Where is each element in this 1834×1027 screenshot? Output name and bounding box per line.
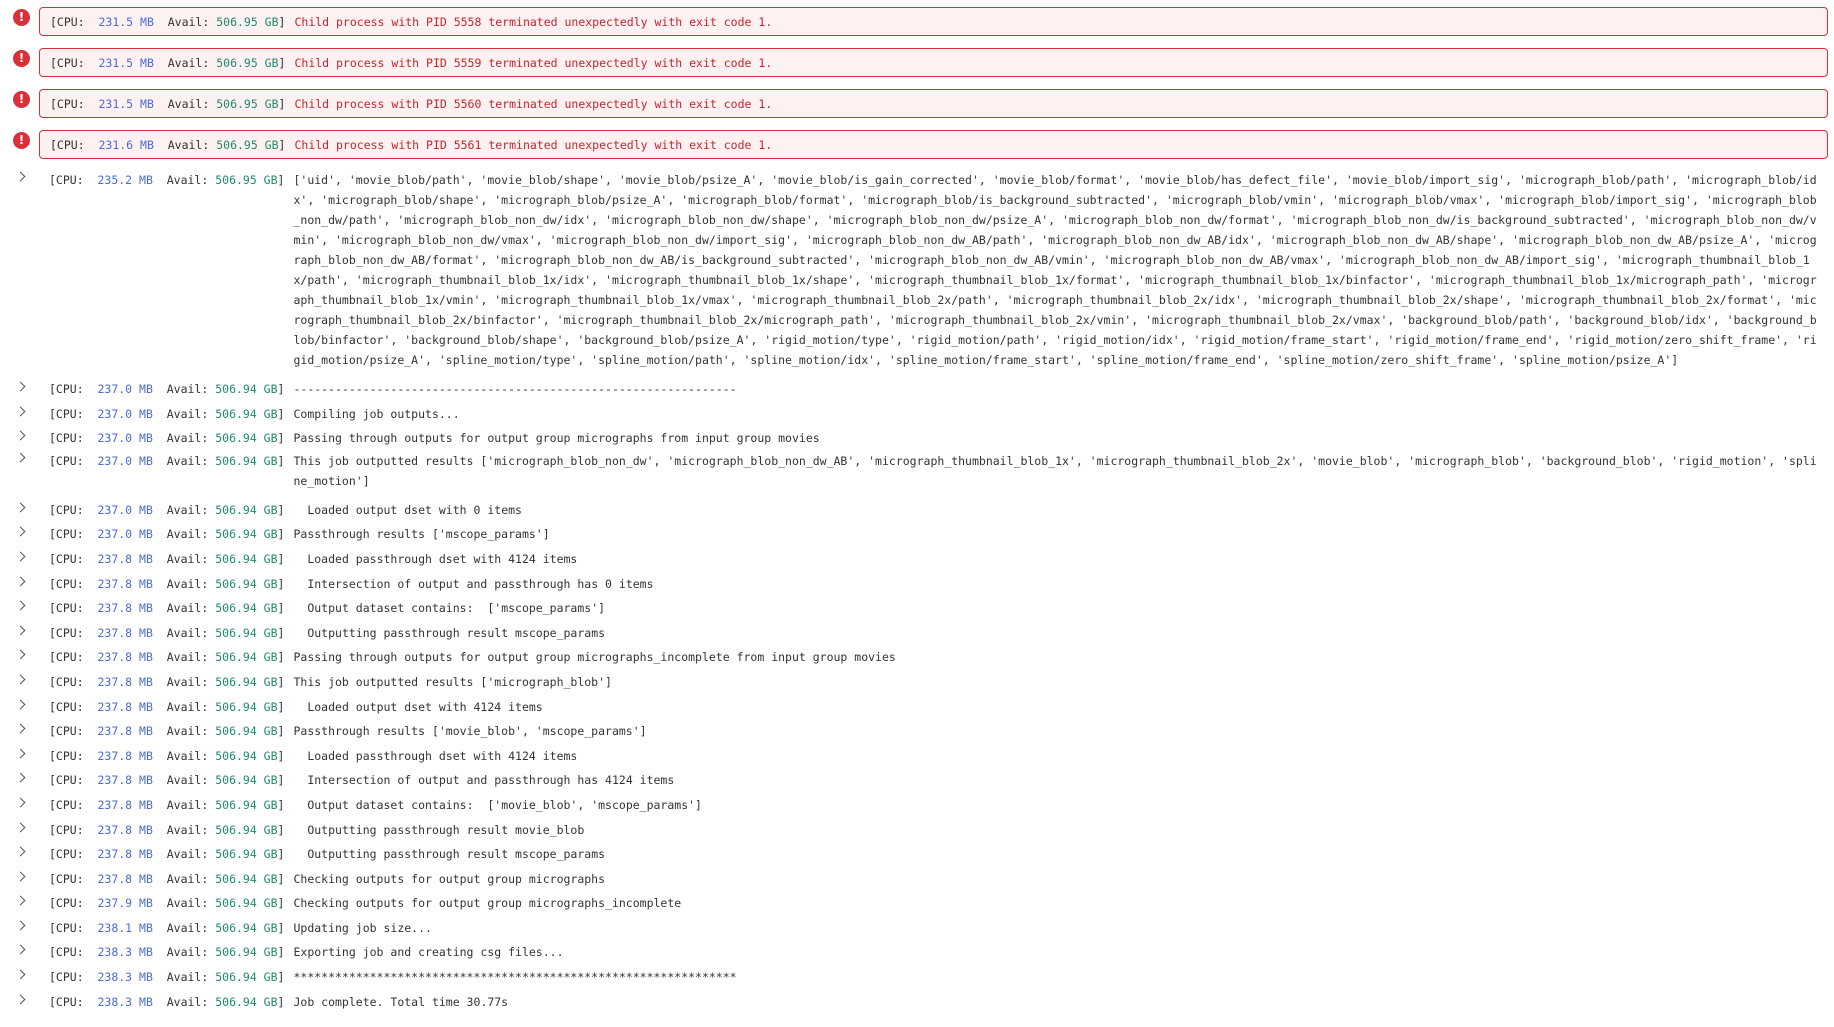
close-bracket: ] xyxy=(277,576,285,591)
log-message: Checking outputs for output group micrographs_incomplete xyxy=(293,896,682,911)
error-message: Child process with PID 5560 terminated unexpectedly with exit code 1. xyxy=(294,96,773,111)
avail-label: Avail: xyxy=(166,871,209,886)
close-bracket: ] xyxy=(277,896,285,911)
close-bracket: ] xyxy=(278,55,286,70)
avail-value: 506.94 GB xyxy=(215,601,278,616)
log-prefix xyxy=(50,15,285,29)
close-bracket: ] xyxy=(277,382,285,396)
avail-value: 506.95 GB xyxy=(216,137,279,152)
cpu-label: [CPU: xyxy=(49,797,84,812)
log-message: Passing through outputs for output group micrographs_incomplete from input group movies xyxy=(293,650,896,665)
error-message-box xyxy=(39,130,1828,159)
avail-value: 506.94 GB xyxy=(215,625,278,640)
log-entry[interactable] xyxy=(0,170,1834,377)
log-prefix xyxy=(49,645,284,670)
close-bracket: ] xyxy=(277,994,285,1009)
log-message: Outputting passthrough result movie_blob xyxy=(293,822,585,837)
close-bracket: ] xyxy=(277,453,285,468)
log-entry[interactable] xyxy=(0,768,1834,793)
close-bracket: ] xyxy=(277,431,285,446)
error-message-box xyxy=(39,7,1828,36)
error-entry xyxy=(0,47,1834,88)
avail-value: 506.94 GB xyxy=(215,773,278,788)
avail-label: Avail: xyxy=(166,847,209,862)
avail-label: Avail: xyxy=(167,55,210,70)
cpu-label: [CPU: xyxy=(49,601,84,616)
log-prefix xyxy=(49,498,284,523)
cpu-label: [CPU: xyxy=(49,527,84,542)
avail-label: Avail: xyxy=(166,625,209,640)
avail-label: Avail: xyxy=(166,822,209,837)
chevron-right-icon[interactable] xyxy=(16,552,26,562)
close-bracket: ] xyxy=(277,502,285,517)
log-message: This job outputted results ['micrograph_blob'] xyxy=(293,674,612,689)
cpu-label: [CPU: xyxy=(49,847,84,862)
cpu-value: 237.8 MB xyxy=(97,601,153,616)
chevron-right-icon[interactable] xyxy=(16,920,26,930)
chevron-right-icon[interactable] xyxy=(16,527,26,537)
cpu-value: 237.8 MB xyxy=(97,674,153,689)
log-message: Loaded output dset with 4124 items xyxy=(293,699,543,714)
error-list xyxy=(0,6,1834,170)
close-bracket: ] xyxy=(277,551,285,566)
close-bracket: ] xyxy=(277,699,285,714)
log-message: Passing through outputs for output group micrographs from input group movies xyxy=(293,431,820,446)
avail-value: 506.94 GB xyxy=(215,382,278,396)
avail-value: 506.94 GB xyxy=(215,896,278,911)
log-prefix xyxy=(49,867,284,892)
cpu-value: 238.3 MB xyxy=(97,945,153,960)
avail-label: Avail: xyxy=(166,920,209,935)
cpu-value: 231.5 MB xyxy=(98,96,154,111)
cpu-label: [CPU: xyxy=(49,674,84,689)
chevron-right-icon[interactable] xyxy=(16,382,26,392)
cpu-value: 235.2 MB xyxy=(97,173,153,187)
log-message: Intersection of output and passthrough has 4124 items xyxy=(293,773,675,788)
log-entry[interactable] xyxy=(0,377,1834,402)
chevron-right-icon[interactable] xyxy=(16,650,26,660)
log-message: Output dataset contains: ['mscope_params'] xyxy=(293,601,606,616)
log-entry[interactable] xyxy=(0,891,1834,916)
log-prefix xyxy=(49,744,284,769)
log-message: Loaded passthrough dset with 4124 items xyxy=(293,748,578,763)
cpu-label: [CPU: xyxy=(50,137,85,152)
avail-value: 506.94 GB xyxy=(215,453,278,468)
log-message: Intersection of output and passthrough has 0 items xyxy=(293,576,654,591)
log-prefix xyxy=(50,138,285,152)
avail-value: 506.94 GB xyxy=(215,994,278,1009)
chevron-right-icon[interactable] xyxy=(16,945,26,955)
cpu-label: [CPU: xyxy=(49,920,84,935)
log-prefix xyxy=(49,793,284,818)
cpu-label: [CPU: xyxy=(49,453,84,468)
exclamation-circle-icon: ! xyxy=(13,9,30,26)
log-message: Outputting passthrough result mscope_params xyxy=(293,625,606,640)
close-bracket: ] xyxy=(278,14,286,29)
cpu-label: [CPU: xyxy=(49,994,84,1009)
cpu-label: [CPU: xyxy=(49,871,84,886)
close-bracket: ] xyxy=(277,527,285,542)
avail-value: 506.94 GB xyxy=(215,527,278,542)
log-prefix xyxy=(49,522,284,547)
avail-label: Avail: xyxy=(166,502,209,517)
cpu-label: [CPU: xyxy=(50,55,85,70)
cpu-label: [CPU: xyxy=(49,502,84,517)
cpu-label: [CPU: xyxy=(49,724,84,739)
error-message-box xyxy=(39,48,1828,77)
close-bracket: ] xyxy=(277,945,285,960)
chevron-right-icon[interactable] xyxy=(16,748,26,758)
log-entry[interactable] xyxy=(0,402,1834,427)
cpu-value: 237.8 MB xyxy=(97,822,153,837)
avail-label: Avail: xyxy=(167,14,210,29)
log-message: ['uid', 'movie_blob/path', 'movie_blob/shape', 'movie_blob/psize_A', 'movie_blob/is_gain_corrected', 'movie_blob/format', 'movie_blob/has_defect_file', 'movie_blob/import_sig', 'micrograph_blob/path', 'micrograph_blob/idx', 'micrograph_blob/shape', 'micrograph_blob/psize_A', 'micrograph_blob/format', 'micrograph_blob/is_background_subtracted', 'micrograph_blob/vmin', 'micrograph_blob/vmax', 'micrograph_blob/import_sig', 'micrograph_blob_non_dw/path', 'micrograph_blob_non_dw/idx', 'micrograph_blob_non_dw/shape', 'micrograph_blob_non_dw/psize_A', 'micrograph_blob_non_dw/format', 'micrograph_blob_non_dw/is_background_subtracted', 'micrograph_blob_non_dw/vmin', 'micrograph_blob_non_dw/vmax', 'micrograph_blob_non_dw/import_sig', 'micrograph_blob_non_dw_AB/path', 'micrograph_blob_non_dw_AB/idx', 'micrograph_blob_non_dw_AB/shape', 'micrograph_blob_non_dw_AB/psize_A', 'micrograph_blob_non_dw_AB/format', 'micrograph_blob_non_dw_AB/is_background_subtracted', 'micrograph_blob_non_dw_AB/vmin', 'micrograph_blob_non_dw_AB/vmax', 'micrograph_blob_non_dw_AB/import_sig', 'micrograph_thumbnail_blob_1x/path', 'micrograph_thumbnail_blob_1x/idx', 'micrograph_thumbnail_blob_1x/shape', 'micrograph_thumbnail_blob_1x/format', 'micrograph_thumbnail_blob_1x/binfactor', 'micrograph_thumbnail_blob_1x/micrograph_path', 'micrograph_thumbnail_blob_1x/vmin', 'micrograph_thumbnail_blob_1x/vmax', 'micrograph_thumbnail_blob_2x/path', 'micrograph_thumbnail_blob_2x/idx', 'micrograph_thumbnail_blob_2x/shape', 'micrograph_thumbnail_blob_2x/format', 'micrograph_thumbnail_blob_2x/binfactor', 'micrograph_thumbnail_blob_2x/micrograph_path', 'micrograph_thumbnail_blob_2x/vmin', 'micrograph_thumbnail_blob_2x/vmax', 'background_blob/path', 'background_blob/idx', 'background_blob/binfactor', 'background_blob/shape', 'background_blob/psize_A', 'rigid_motion/type', 'rigid_motion/path', 'rigid_motion/idx', 'rigid_motion/frame_start', 'rigid_motion/frame_end', 'rigid_motion/zero_shift_frame', 'rigid_motion/psize_A', 'spline_motion/type', 'spline_motion/path', 'spline_motion/idx', 'spline_motion/frame_start', 'spline_motion/frame_end', 'spline_motion/zero_shift_frame', 'spline_motion/psize_A'] xyxy=(293,173,1817,367)
cpu-value: 238.3 MB xyxy=(97,970,153,985)
close-bracket: ] xyxy=(277,650,285,665)
log-entry[interactable] xyxy=(0,621,1834,646)
exclamation-circle-icon: ! xyxy=(13,91,30,108)
cpu-value: 238.3 MB xyxy=(97,994,153,1009)
log-prefix xyxy=(49,940,284,965)
chevron-right-icon[interactable] xyxy=(16,406,26,416)
chevron-right-icon[interactable] xyxy=(16,576,26,586)
avail-value: 506.94 GB xyxy=(215,847,278,862)
avail-value: 506.95 GB xyxy=(216,14,279,29)
cpu-value: 237.9 MB xyxy=(97,896,153,911)
avail-value: 506.94 GB xyxy=(215,970,278,985)
log-entry[interactable] xyxy=(0,498,1834,523)
avail-value: 506.94 GB xyxy=(215,431,278,446)
log-entry[interactable] xyxy=(0,522,1834,547)
chevron-right-icon[interactable] xyxy=(16,502,26,512)
cpu-value: 231.5 MB xyxy=(98,14,154,29)
close-bracket: ] xyxy=(277,625,285,640)
chevron-right-icon[interactable] xyxy=(16,822,26,832)
log-message: Compiling job outputs... xyxy=(293,406,460,421)
close-bracket: ] xyxy=(278,96,286,111)
cpu-value: 237.0 MB xyxy=(97,453,153,468)
log-prefix xyxy=(49,891,284,916)
cpu-label: [CPU: xyxy=(49,945,84,960)
cpu-label: [CPU: xyxy=(49,406,84,421)
chevron-right-icon[interactable] xyxy=(16,871,26,881)
cpu-value: 237.8 MB xyxy=(97,625,153,640)
log-prefix xyxy=(49,572,284,597)
log-entry[interactable] xyxy=(0,695,1834,720)
log-prefix xyxy=(49,547,284,572)
avail-value: 506.94 GB xyxy=(215,945,278,960)
avail-value: 506.94 GB xyxy=(215,674,278,689)
avail-label: Avail: xyxy=(166,173,209,187)
log-message: **************************************************************** xyxy=(293,970,737,985)
log-entry-list xyxy=(0,170,1834,1014)
close-bracket: ] xyxy=(277,847,285,862)
log-message: Output dataset contains: ['movie_blob', 'mscope_params'] xyxy=(293,797,702,812)
log-prefix xyxy=(49,695,284,720)
avail-value: 506.94 GB xyxy=(215,551,278,566)
log-prefix xyxy=(49,990,284,1015)
chevron-right-icon[interactable] xyxy=(16,625,26,635)
log-entry[interactable] xyxy=(0,426,1834,451)
avail-value: 506.94 GB xyxy=(215,502,278,517)
chevron-right-icon[interactable] xyxy=(16,172,26,182)
log-entry[interactable] xyxy=(0,940,1834,965)
cpu-label: [CPU: xyxy=(49,773,84,788)
log-message: Loaded passthrough dset with 4124 items xyxy=(293,551,578,566)
avail-label: Avail: xyxy=(166,406,209,421)
chevron-right-icon[interactable] xyxy=(16,994,26,1004)
log-entry[interactable] xyxy=(0,596,1834,621)
log-prefix xyxy=(49,842,284,867)
avail-value: 506.94 GB xyxy=(215,822,278,837)
avail-value: 506.95 GB xyxy=(215,173,278,187)
log-prefix xyxy=(49,621,284,646)
cpu-label: [CPU: xyxy=(49,822,84,837)
close-bracket: ] xyxy=(277,724,285,739)
log-prefix xyxy=(49,768,284,793)
chevron-right-icon[interactable] xyxy=(16,970,26,980)
log-message: Loaded output dset with 0 items xyxy=(293,502,522,517)
avail-label: Avail: xyxy=(166,699,209,714)
cpu-value: 231.6 MB xyxy=(98,137,154,152)
cpu-value: 237.8 MB xyxy=(97,797,153,812)
cpu-label: [CPU: xyxy=(49,896,84,911)
cpu-value: 237.8 MB xyxy=(97,699,153,714)
log-entry[interactable] xyxy=(0,719,1834,744)
avail-value: 506.94 GB xyxy=(215,920,278,935)
close-bracket: ] xyxy=(277,920,285,935)
avail-value: 506.95 GB xyxy=(216,96,279,111)
close-bracket: ] xyxy=(277,748,285,763)
log-prefix xyxy=(49,965,284,990)
chevron-right-icon[interactable] xyxy=(16,896,26,906)
log-message: Job complete. Total time 30.77s xyxy=(293,994,509,1009)
log-entry[interactable] xyxy=(0,744,1834,769)
exclamation-circle-icon: ! xyxy=(13,132,30,149)
cpu-label: [CPU: xyxy=(49,382,84,396)
log-entry[interactable] xyxy=(0,842,1834,867)
avail-value: 506.94 GB xyxy=(215,576,278,591)
avail-label: Avail: xyxy=(166,748,209,763)
log-entry[interactable] xyxy=(0,818,1834,843)
avail-label: Avail: xyxy=(166,576,209,591)
chevron-right-icon[interactable] xyxy=(16,431,26,441)
cpu-label: [CPU: xyxy=(49,970,84,985)
cpu-label: [CPU: xyxy=(50,14,85,29)
avail-label: Avail: xyxy=(166,601,209,616)
avail-value: 506.94 GB xyxy=(215,871,278,886)
avail-label: Avail: xyxy=(167,96,210,111)
log-prefix xyxy=(49,719,284,744)
log-entry[interactable] xyxy=(0,451,1834,498)
cpu-value: 237.8 MB xyxy=(97,748,153,763)
log-message: This job outputted results ['micrograph_blob_non_dw', 'micrograph_blob_non_dw_AB', 'micrograph_thumbnail_blob_1x', 'micrograph_thumbnail_blob_2x', 'movie_blob', 'micrograph_blob', 'background_blob', 'rigid_motion', 'spline_motion'] xyxy=(293,453,1817,488)
avail-label: Avail: xyxy=(166,994,209,1009)
cpu-label: [CPU: xyxy=(49,625,84,640)
avail-label: Avail: xyxy=(166,773,209,788)
cpu-value: 238.1 MB xyxy=(97,920,153,935)
error-entry xyxy=(0,129,1834,170)
job-log xyxy=(0,6,1834,1014)
log-entry[interactable] xyxy=(0,916,1834,941)
cpu-label: [CPU: xyxy=(49,431,84,446)
avail-label: Avail: xyxy=(166,797,209,812)
cpu-value: 237.8 MB xyxy=(97,650,153,665)
log-prefix xyxy=(49,402,284,427)
cpu-label: [CPU: xyxy=(49,650,84,665)
close-bracket: ] xyxy=(277,406,285,421)
log-prefix xyxy=(49,377,284,402)
log-prefix xyxy=(49,426,284,451)
close-bracket: ] xyxy=(277,822,285,837)
log-entry[interactable] xyxy=(0,793,1834,818)
avail-label: Avail: xyxy=(166,970,209,985)
cpu-value: 237.8 MB xyxy=(97,576,153,591)
log-prefix xyxy=(50,97,285,111)
avail-value: 506.94 GB xyxy=(215,724,278,739)
cpu-label: [CPU: xyxy=(49,173,84,187)
avail-label: Avail: xyxy=(166,945,209,960)
log-entry[interactable] xyxy=(0,670,1834,695)
log-entry[interactable] xyxy=(0,965,1834,990)
error-message: Child process with PID 5561 terminated unexpectedly with exit code 1. xyxy=(294,137,773,152)
log-prefix xyxy=(49,596,284,621)
log-prefix xyxy=(49,170,284,190)
avail-label: Avail: xyxy=(166,527,209,542)
chevron-right-icon[interactable] xyxy=(16,674,26,684)
exclamation-circle-icon: ! xyxy=(13,50,30,67)
cpu-value: 237.0 MB xyxy=(97,431,153,446)
log-message: Checking outputs for output group micrographs xyxy=(293,871,606,886)
log-entry[interactable] xyxy=(0,990,1834,1015)
close-bracket: ] xyxy=(277,871,285,886)
log-prefix xyxy=(49,451,284,471)
cpu-label: [CPU: xyxy=(49,551,84,566)
log-message: Passthrough results ['mscope_params'] xyxy=(293,527,550,542)
avail-label: Avail: xyxy=(167,137,210,152)
cpu-value: 237.8 MB xyxy=(97,773,153,788)
close-bracket: ] xyxy=(277,674,285,689)
avail-value: 506.94 GB xyxy=(215,650,278,665)
error-entry xyxy=(0,6,1834,47)
log-entry[interactable] xyxy=(0,645,1834,670)
close-bracket: ] xyxy=(277,970,285,985)
close-bracket: ] xyxy=(278,137,286,152)
avail-label: Avail: xyxy=(166,674,209,689)
avail-value: 506.94 GB xyxy=(215,748,278,763)
avail-value: 506.94 GB xyxy=(215,406,278,421)
cpu-label: [CPU: xyxy=(50,96,85,111)
avail-label: Avail: xyxy=(166,551,209,566)
log-entry[interactable] xyxy=(0,867,1834,892)
log-entry[interactable] xyxy=(0,547,1834,572)
error-message-box xyxy=(39,89,1828,118)
log-message: Updating job size... xyxy=(293,920,432,935)
cpu-value: 237.0 MB xyxy=(97,406,153,421)
error-message: Child process with PID 5559 terminated unexpectedly with exit code 1. xyxy=(294,55,773,70)
error-entry xyxy=(0,88,1834,129)
chevron-right-icon[interactable] xyxy=(16,699,26,709)
close-bracket: ] xyxy=(277,773,285,788)
cpu-value: 237.0 MB xyxy=(97,527,153,542)
log-message: Outputting passthrough result mscope_params xyxy=(293,847,606,862)
log-message: Passthrough results ['movie_blob', 'mscope_params'] xyxy=(293,724,647,739)
error-message: Child process with PID 5558 terminated unexpectedly with exit code 1. xyxy=(294,14,773,29)
log-message: Exporting job and creating csg files... xyxy=(293,945,564,960)
cpu-value: 237.8 MB xyxy=(97,551,153,566)
avail-value: 506.94 GB xyxy=(215,699,278,714)
chevron-right-icon[interactable] xyxy=(16,797,26,807)
close-bracket: ] xyxy=(277,173,285,187)
chevron-right-icon[interactable] xyxy=(16,773,26,783)
cpu-value: 237.0 MB xyxy=(97,382,153,396)
avail-label: Avail: xyxy=(166,896,209,911)
log-prefix xyxy=(49,818,284,843)
log-prefix xyxy=(49,916,284,941)
close-bracket: ] xyxy=(277,601,285,616)
log-prefix xyxy=(49,670,284,695)
cpu-label: [CPU: xyxy=(49,699,84,714)
close-bracket: ] xyxy=(277,797,285,812)
avail-label: Avail: xyxy=(166,453,209,468)
chevron-right-icon[interactable] xyxy=(16,724,26,734)
avail-value: 506.94 GB xyxy=(215,797,278,812)
avail-label: Avail: xyxy=(166,650,209,665)
avail-label: Avail: xyxy=(166,431,209,446)
avail-label: Avail: xyxy=(166,724,209,739)
cpu-value: 231.5 MB xyxy=(98,55,154,70)
avail-value: 506.95 GB xyxy=(216,55,279,70)
log-entry[interactable] xyxy=(0,572,1834,597)
cpu-value: 237.0 MB xyxy=(97,502,153,517)
cpu-label: [CPU: xyxy=(49,748,84,763)
cpu-label: [CPU: xyxy=(49,576,84,591)
log-message: ---------------------------------------------------------------- xyxy=(293,382,737,396)
cpu-value: 237.8 MB xyxy=(97,871,153,886)
avail-label: Avail: xyxy=(166,382,209,396)
log-prefix xyxy=(50,56,285,70)
chevron-right-icon[interactable] xyxy=(16,601,26,611)
chevron-right-icon[interactable] xyxy=(16,847,26,857)
chevron-right-icon[interactable] xyxy=(16,452,26,462)
cpu-value: 237.8 MB xyxy=(97,847,153,862)
cpu-value: 237.8 MB xyxy=(97,724,153,739)
